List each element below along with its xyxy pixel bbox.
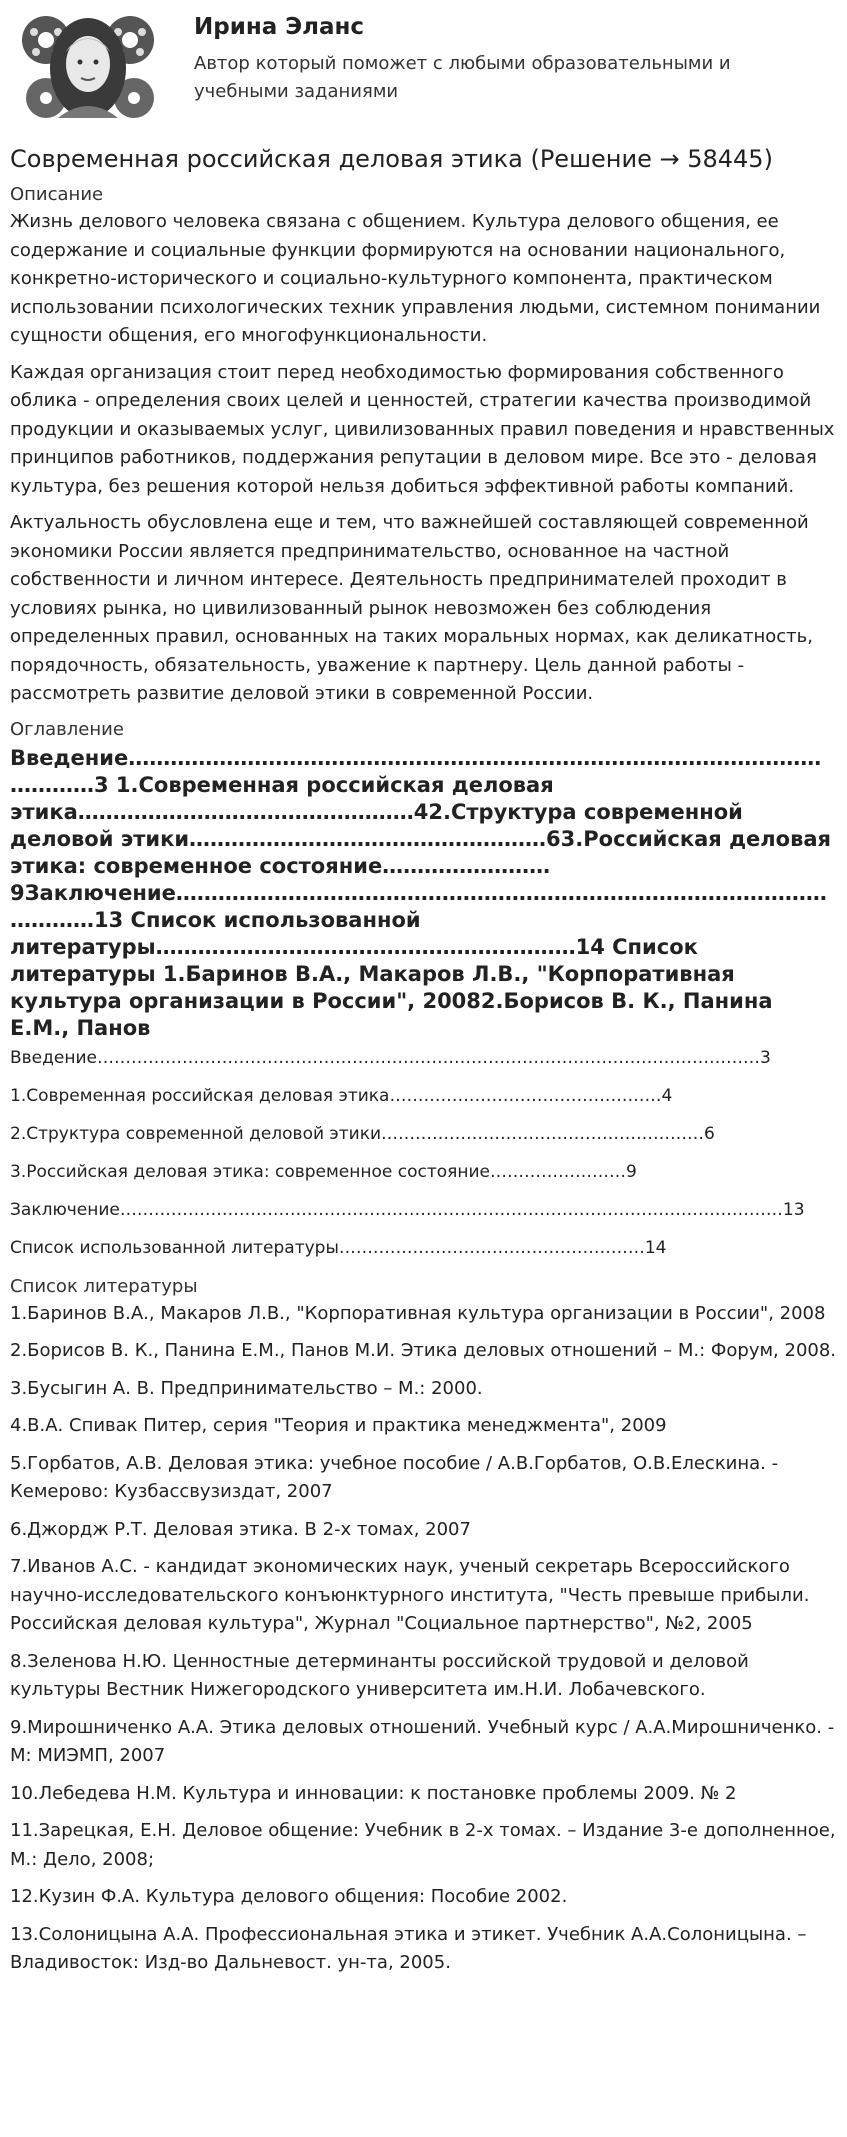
toc-item: Введение………………………………………………………………………………………………………3 [10, 1047, 771, 1068]
work-title: Современная российская деловая этика (Решение → 58445) [10, 145, 773, 173]
toc-summary-bold: Введение…………………………………………………………………………………………………3 1.Современная российская деловая этика…………………………………………42.Структура современной деловой этики……………………………………………63.Российская деловая этика: современное состояние……………………9Заключение……………………………………………………………………………………………13 Список использованной литературы……………………………………………………14 Список литературы 1.Баринов В.А., Макаров Л.В., "Корпоративная культура организации в России", 20082.Борисов В. К., Панина Е.М., Панов [10, 745, 832, 1040]
author-description: Автор который поможет с любыми образовательными и учебными заданиями [194, 53, 731, 102]
reference-item: 4.В.А. Спивак Питер, серия "Теория и практика менеджмента", 2009 [10, 1415, 667, 1436]
reference-item: 11.Зарецкая, Е.Н. Деловое общение: Учебник в 2-х томах. – Издание 3-е дополненное, М.: Дело, 2008; [10, 1820, 836, 1870]
reference-item: 10.Лебедева Н.М. Культура и инновации: к постановке проблемы 2009. № 2 [10, 1782, 737, 1804]
description-paragraph: Жизнь делового человека связана с общением. Культура делового общения, ее содержание и социальные функции формируются на основании национального, конкретно-исторического и социально-культурного компонента, практическом использовании психологических техник управления людьми, системном понимании сущности общения, его многофункциональности. [10, 211, 821, 346]
toc-item: 1.Современная российская деловая этика…………………………………………4 [10, 1085, 673, 1106]
reference-item: 3.Бусыгин А. В. Предпринимательство – М.: 2000. [10, 1377, 483, 1399]
toc-item: Список использованной литературы………………………………………………14 [10, 1237, 667, 1258]
author-card [10, 0, 837, 130]
references-label: Список литературы [10, 1275, 198, 1297]
reference-item: 5.Горбатов, А.В. Деловая этика: учебное пособие / А.В.Горбатов, О.В.Елескина. - Кемерово: Кузбассвузиздат, 2007 [10, 1452, 779, 1502]
reference-item: 12.Кузин Ф.А. Культура делового общения: Пособие 2002. [10, 1886, 568, 1907]
author-avatar[interactable] [18, 6, 158, 124]
description-paragraph: Каждая организация стоит перед необходимостью формирования собственного облика - определения своих целей и ценностей, стратегии качества производимой продукции и оказываемых услуг, цивилизованных правил поведения и нравственных принципов работников, поддержания репутации в деловом мире. Все это - деловая культура, без решения которой нельзя добиться эффективной работы компаний. [10, 361, 835, 497]
description-paragraph: Актуальность обусловлена еще и тем, что важнейшей составляющей современной экономики России является предпринимательство, основанное на частной собственности и личном интересе. Деятельность предпринимателей проходит в условиях рынка, но цивилизованный рынок невозможен без соблюдения определенных правил, основанных на таких моральных нормах, как деликатность, порядочность, обязательность, уважение к партнеру. Цель данной работы - рассмотреть развитие деловой этики в современной России. [10, 512, 813, 704]
reference-item: 9.Мирошниченко А.А. Этика деловых отношений. Учебный курс / А.А.Мирошниченко. - М: МИЭМП, 2007 [10, 1716, 835, 1766]
description-label: Описание [10, 184, 104, 205]
reference-item: 7.Иванов А.С. - кандидат экономических наук, ученый секретарь Всероссийского научно-исследовательского конъюнктурного института, "Честь превыше прибыли. Российская деловая культура", Журнал "Социальное партнерство", №2, 2005 [10, 1556, 810, 1634]
reference-item: 13.Солоницына А.А. Профессиональная этика и этикет. Учебник А.А.Солоницына. – Владивосток: Изд-во Дальневост. ун-та, 2005. [10, 1923, 807, 1973]
reference-item: 6.Джордж Р.Т. Деловая этика. В 2-х томах, 2007 [10, 1518, 471, 1540]
toc-item: Заключение………………………………………………………………………………………………………13 [10, 1199, 805, 1220]
reference-item: 1.Баринов В.А., Макаров Л.В., "Корпоративная культура организации в России", 2008 [10, 1302, 826, 1324]
author-name[interactable]: Ирина Эланс [194, 14, 365, 40]
toc-item: 3.Российская деловая этика: современное состояние……………………9 [10, 1161, 637, 1182]
reference-item: 8.Зеленова Н.Ю. Ценностные детерминанты российской трудовой и деловой культуры Вестник Нижегородского университета им.Н.И. Лобачевского. [10, 1650, 749, 1700]
reference-item: 2.Борисов В. К., Панина Е.М., Панов М.И. Этика деловых отношений – М.: Форум, 2008. [10, 1340, 837, 1361]
toc-item: 2.Структура современной деловой этики…………………………………………………6 [10, 1123, 715, 1144]
toc-label: Оглавление [10, 718, 124, 740]
